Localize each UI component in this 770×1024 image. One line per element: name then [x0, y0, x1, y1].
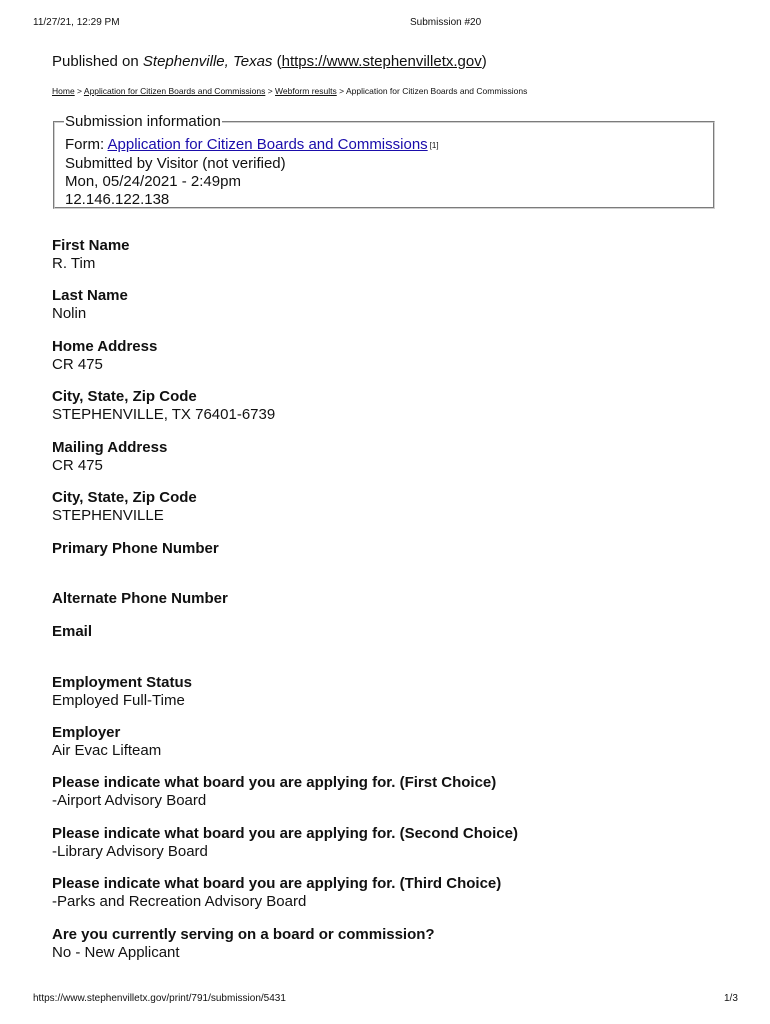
- field-label: Email: [52, 623, 93, 640]
- submission-ip: 12.146.122.138: [65, 191, 170, 208]
- form-link[interactable]: Application for Citizen Boards and Commissions: [107, 136, 428, 153]
- breadcrumb: [52, 86, 527, 96]
- field-value: Nolin: [52, 305, 87, 322]
- published-prefix: Published on: [52, 53, 143, 70]
- field-label: Primary Phone Number: [52, 540, 219, 557]
- form-reference: [1]: [429, 141, 439, 150]
- field-mailing-address: [52, 439, 167, 475]
- field-value: STEPHENVILLE: [52, 507, 164, 524]
- field-value: -Library Advisory Board: [52, 843, 208, 860]
- published-close-paren: ): [481, 53, 487, 70]
- print-title: Submission #20: [410, 17, 482, 28]
- page-number: 1/3: [724, 993, 738, 1004]
- field-primary-phone: [52, 540, 219, 558]
- field-home-city-state-zip: [52, 388, 275, 424]
- site-url-link[interactable]: https://www.stephenvilletx.gov: [281, 53, 482, 70]
- field-label: City, State, Zip Code: [52, 489, 197, 506]
- field-label: Are you currently serving on a board or commission?: [52, 926, 435, 943]
- field-value: STEPHENVILLE, TX 76401-6739: [52, 406, 276, 423]
- submission-info-legend: Submission information: [65, 113, 221, 130]
- field-first-name: [52, 237, 130, 273]
- field-label: City, State, Zip Code: [52, 388, 197, 405]
- submission-date: Mon, 05/24/2021 - 2:49pm: [65, 173, 241, 190]
- breadcrumb-application-link[interactable]: Application for Citizen Boards and Commissions: [83, 86, 266, 96]
- field-label: First Name: [52, 237, 130, 254]
- field-label: Last Name: [52, 287, 128, 304]
- field-label: Home Address: [52, 338, 158, 355]
- field-email: [52, 623, 92, 641]
- field-alternate-phone: [52, 590, 228, 608]
- field-value: CR 475: [52, 457, 103, 474]
- breadcrumb-current: Application for Citizen Boards and Commissions: [345, 86, 528, 96]
- breadcrumb-webform-results-link[interactable]: Webform results: [275, 86, 337, 96]
- breadcrumb-separator: >: [265, 86, 276, 96]
- field-label: Employer: [52, 724, 121, 741]
- field-mailing-city-state-zip: [52, 489, 197, 525]
- print-datetime: 11/27/21, 12:29 PM: [33, 17, 120, 28]
- field-currently-serving: [52, 926, 435, 962]
- field-label: Please indicate what board you are applying for. (First Choice): [52, 774, 497, 791]
- field-board-first-choice: [52, 774, 496, 810]
- field-label: Please indicate what board you are applying for. (Third Choice): [52, 875, 502, 892]
- breadcrumb-separator: >: [74, 86, 84, 96]
- submitted-by: Submitted by Visitor (not verified): [65, 155, 286, 172]
- field-home-address: [52, 338, 157, 374]
- field-employer: [52, 724, 161, 760]
- form-prefix: Form:: [65, 136, 108, 153]
- published-line: [52, 53, 487, 70]
- field-value: R. Tim: [52, 255, 96, 272]
- field-employment-status: [52, 674, 192, 710]
- field-value: Employed Full-Time: [52, 692, 185, 709]
- form-line: [65, 136, 703, 155]
- field-value: -Parks and Recreation Advisory Board: [52, 893, 307, 910]
- field-board-third-choice: [52, 875, 501, 911]
- field-label: Employment Status: [52, 674, 193, 691]
- field-board-second-choice: [52, 825, 518, 861]
- print-url: https://www.stephenvilletx.gov/print/791/submission/5431: [33, 993, 286, 1004]
- field-label: Please indicate what board you are applying for. (Second Choice): [52, 825, 518, 842]
- field-label: Mailing Address: [52, 439, 168, 456]
- submission-info-box: [53, 113, 715, 209]
- published-open-paren: (: [272, 53, 282, 70]
- breadcrumb-separator: >: [336, 86, 346, 96]
- field-value: No - New Applicant: [52, 944, 180, 961]
- field-value: Air Evac Lifteam: [52, 742, 162, 759]
- field-value: CR 475: [52, 356, 103, 373]
- site-name: Stephenville, Texas: [142, 53, 273, 70]
- field-last-name: [52, 287, 128, 323]
- breadcrumb-home-link[interactable]: Home: [52, 86, 75, 96]
- field-value: -Airport Advisory Board: [52, 792, 207, 809]
- field-label: Alternate Phone Number: [52, 590, 228, 607]
